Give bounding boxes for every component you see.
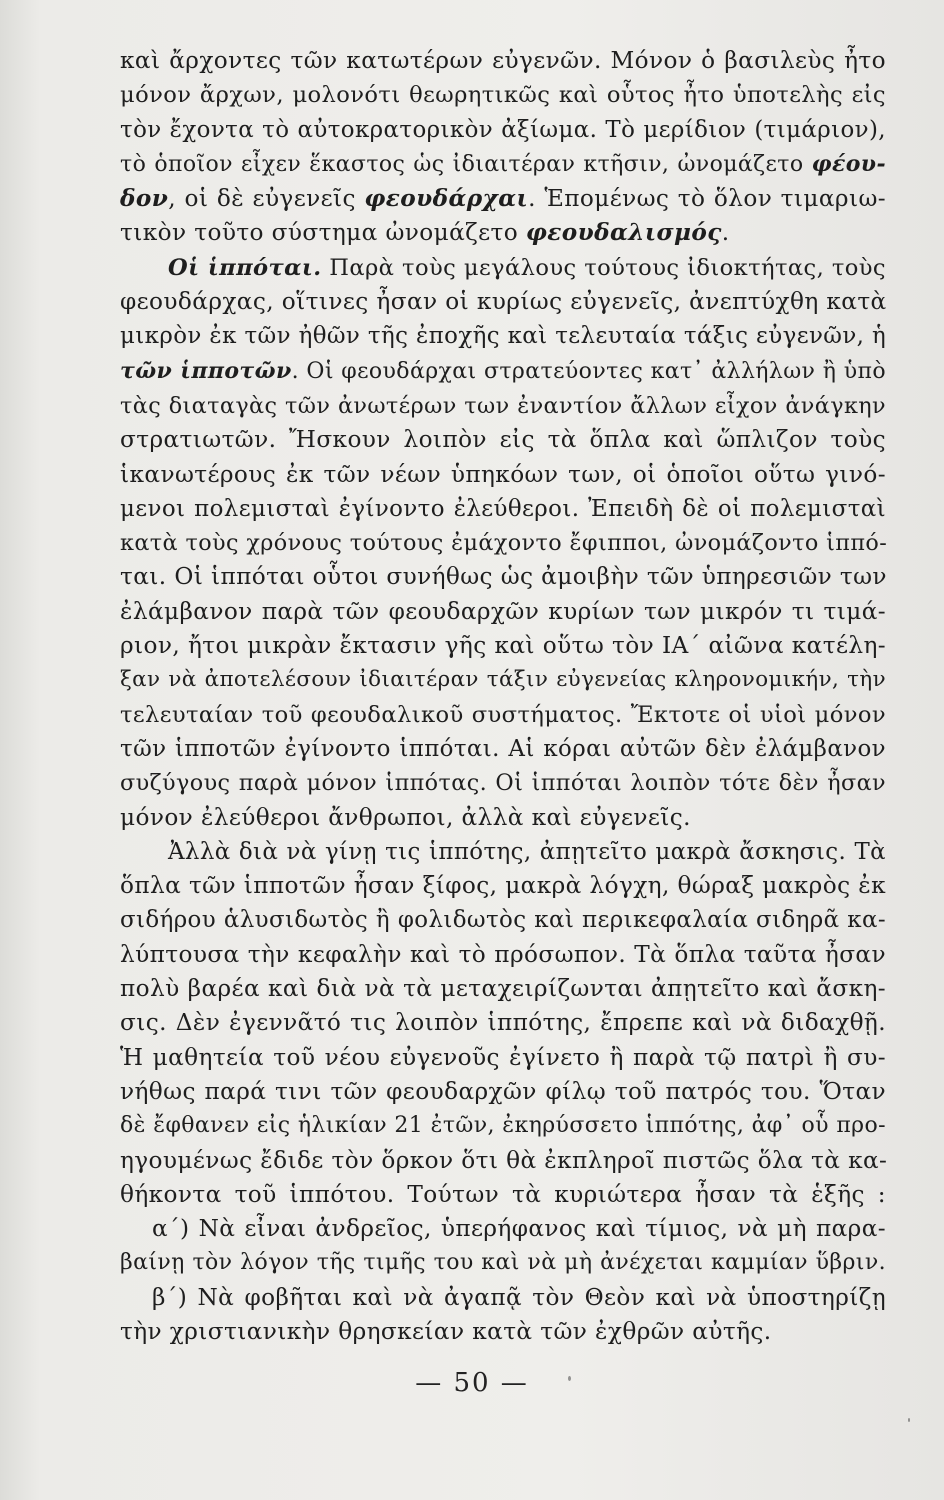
text-line: [120, 1246, 886, 1280]
text-run: μενοι πολεμισταὶ ἐγίνοντο ἐλεύθεροι. Ἐπειδὴ δὲ οἱ πολεμισταὶ: [120, 495, 886, 522]
text-line: [120, 458, 886, 492]
text-line: [120, 972, 886, 1006]
text-line: [120, 182, 886, 216]
text-line: [120, 44, 886, 78]
text-run: νήθως παρά τινι τῶν φεουδαρχῶν φίλῳ τοῦ πατρός του. Ὅταν: [120, 1077, 886, 1105]
text-line: [120, 216, 886, 250]
text-line: [120, 285, 886, 319]
text-run: στρατιωτῶν. Ἤσκουν λοιπὸν εἰς τὰ ὅπλα καὶ ὥπλιζον τοὺς: [120, 426, 886, 454]
emphasized-term: δον: [120, 185, 169, 213]
text-line: [120, 938, 886, 972]
text-line: [120, 1041, 886, 1075]
text-run: συζύγους παρὰ μόνον ἱππότας. Οἱ ἱππόται λοιπὸν τότε δὲν ἦσαν: [120, 770, 886, 797]
body-text: [120, 44, 886, 1349]
text-run: . Ἑπομένως τὸ ὅλον τιμαριω-: [528, 185, 886, 213]
text-run: μόνον ἐλεύθεροι ἄνθρωποι, ἀλλὰ καὶ εὐγενεῖς.: [120, 803, 691, 831]
text-line: [120, 801, 886, 835]
text-line: [120, 389, 886, 423]
text-line: [120, 698, 886, 732]
text-run: μόνον ἄρχων, μολονότι θεωρητικῶς καὶ οὗτος ἦτο ὑποτελὴς εἰς: [120, 82, 886, 109]
text-line: [120, 835, 886, 869]
page-number: — 50 —: [415, 1368, 529, 1398]
emphasized-term: φεουδαλισμός: [525, 219, 722, 247]
text-run: πολὺ βαρέα καὶ διὰ νὰ τὰ μεταχειρίζωνται ἀπῃτεῖτο καὶ ἄσκη-: [120, 975, 886, 1003]
text-run: μικρὸν ἐκ τῶν ἠθῶν τῆς ἐποχῆς καὶ τελευταία τάξις εὐγενῶν, ἡ: [120, 323, 887, 350]
text-run: τὴν χριστιανικὴν θρησκείαν κατὰ τῶν ἐχθρῶν αὐτῆς.: [120, 1317, 772, 1345]
text-line: [120, 251, 886, 285]
emphasized-term: Οἱ ἱππόται.: [168, 254, 322, 281]
text-run: ηγουμένως ἔδιδε τὸν ὅρκον ὅτι θὰ ἐκπληροῖ πιστῶς ὅλα τὰ κα-: [120, 1146, 888, 1174]
text-line: [120, 492, 886, 526]
emphasized-term: τῶν ἱπποτῶν: [120, 357, 292, 384]
text-run: θήκοντα τοῦ ἱππότου. Τούτων τὰ κυριώτερα ἦσαν τὰ ἑξῆς :: [120, 1180, 886, 1208]
text-run: δὲ ἔφθανεν εἰς ἡλικίαν 21 ἐτῶν, ἐκηρύσσετο ἱππότης, ἀφ᾽ οὗ προ-: [120, 1113, 886, 1139]
text-line: [120, 113, 886, 147]
text-run: ἱκανωτέρους ἐκ τῶν νέων ὑπηκόων των, οἱ ὁποῖοι οὕτω γινό-: [120, 460, 886, 488]
text-run: τικὸν τοῦτο σύστημα ὠνομάζετο: [120, 219, 526, 247]
text-line: [120, 732, 886, 766]
text-line: [120, 78, 886, 112]
text-run: ται. Οἱ ἱππόται οὗτοι συνήθως ὡς ἀμοιβὴν τῶν ὑπηρεσιῶν των: [120, 563, 887, 591]
text-line: [120, 526, 886, 560]
text-run: λύπτουσα τὴν κεφαλὴν καὶ τὸ πρόσωπον. Τὰ ὅπλα ταῦτα ἦσαν: [120, 940, 886, 968]
text-run: . Οἱ φεουδάρχαι στρατεύοντες κατ᾽ ἀλλήλων ἢ ὑπὸ: [291, 358, 886, 384]
text-run: ὅπλα τῶν ἱπποτῶν ἦσαν ξίφος, μακρὰ λόγχη, θώραξ μακρὸς ἐκ: [120, 872, 886, 900]
text-run: ἐλάμβανον παρὰ τῶν φεουδαρχῶν κυρίων των μικρόν τι τιμά-: [120, 597, 886, 625]
text-run: α΄) Νὰ εἶναι ἀνδρεῖος, ὑπερήφανος καὶ τίμιος, νὰ μὴ παρα-: [152, 1215, 886, 1243]
emphasized-term: φέου-: [811, 150, 886, 177]
text-run: , οἱ δὲ εὐγενεῖς: [168, 185, 365, 213]
text-line: [120, 1075, 886, 1109]
text-line: [120, 1315, 886, 1349]
text-run: .: [721, 219, 730, 247]
text-line: [120, 1178, 886, 1212]
text-line: [120, 663, 886, 697]
text-run: τὸν ἔχοντα τὸ αὐτοκρατορικὸν ἀξίωμα. Τὸ μερίδιον (τιμάριον),: [120, 116, 886, 143]
text-run: Παρὰ τοὺς μεγάλους τούτους ἰδιοκτήτας, τοὺς: [321, 254, 886, 281]
text-run: Ἡ μαθητεία τοῦ νέου εὐγενοῦς ἐγίνετο ἢ παρὰ τῷ πατρὶ ἢ συ-: [120, 1043, 886, 1071]
text-line: [120, 1144, 886, 1178]
text-line: [120, 1281, 886, 1315]
text-line: [120, 903, 886, 937]
text-run: φεουδάρχας, οἵτινες ἦσαν οἱ κυρίως εὐγενεῖς, ἀνεπτύχθη κατὰ: [120, 288, 887, 316]
text-run: κατὰ τοὺς χρόνους τούτους ἐμάχοντο ἔφιπποι, ὠνομάζοντο ἱππό-: [120, 530, 888, 557]
text-run: βαίνῃ τὸν λόγον τῆς τιμῆς του καὶ νὰ μὴ ἀνέχεται καμμίαν ὕβριν.: [120, 1250, 886, 1276]
text-line: [120, 1212, 886, 1246]
text-line: [120, 147, 886, 182]
text-run: Ἀλλὰ διὰ νὰ γίνῃ τις ἱππότης, ἀπῃτεῖτο μακρὰ ἄσκησις. Τὰ: [168, 838, 886, 865]
text-line: [120, 595, 886, 629]
text-run: σις. Δὲν ἐγεννᾶτό τις λοιπὸν ἱππότης, ἔπρεπε καὶ νὰ διδαχθῇ.: [120, 1009, 886, 1037]
text-run: τὸ ὁποῖον εἶχεν ἕκαστος ὡς ἰδιαιτέραν κτῆσιν, ὠνομάζετο: [120, 151, 812, 177]
text-line: [120, 319, 886, 353]
text-line: [120, 869, 886, 903]
text-run: τῶν ἱπποτῶν ἐγίνοντο ἱππόται. Αἱ κόραι αὐτῶν δὲν ἐλάμβανον: [120, 735, 886, 762]
emphasized-term: φεουδάρχαι: [364, 185, 529, 213]
text-line: [120, 629, 886, 663]
text-line: [120, 560, 886, 594]
text-line: [120, 1006, 886, 1040]
text-run: τελευταίαν τοῦ φεουδαλικοῦ συστήματος. Ἔκτοτε οἱ υἱοὶ μόνον: [120, 701, 886, 728]
text-line: [120, 1109, 886, 1143]
text-run: ριον, ἤτοι μικρὰν ἔκτασιν γῆς καὶ οὕτω τὸν ΙΑ΄ αἰῶνα κατέλη-: [120, 632, 886, 660]
text-line: [120, 423, 886, 457]
text-run: σιδήρου ἁλυσιδωτὸς ἢ φολιδωτὸς καὶ περικεφαλαία σιδηρᾶ κα-: [120, 907, 886, 934]
print-speck: [908, 1418, 910, 1422]
text-run: ξαν νὰ ἀποτελέσουν ἰδιαιτέραν τάξιν εὐγενείας κληρονομικήν, τὴν: [120, 667, 886, 693]
text-line: [120, 766, 886, 800]
text-run: καὶ ἄρχοντες τῶν κατωτέρων εὐγενῶν. Μόνον ὁ βασιλεὺς ἦτο: [120, 47, 886, 74]
text-line: [120, 354, 886, 389]
print-speck: [568, 1376, 571, 1381]
text-run: τὰς διαταγὰς τῶν ἀνωτέρων των ἐναντίον ἄλλων εἶχον ἀνάγκην: [120, 392, 886, 419]
text-run: β΄) Νὰ φοβῆται καὶ νὰ ἀγαπᾷ τὸν Θεὸν καὶ νὰ ὑποστηρίζῃ: [152, 1283, 886, 1311]
